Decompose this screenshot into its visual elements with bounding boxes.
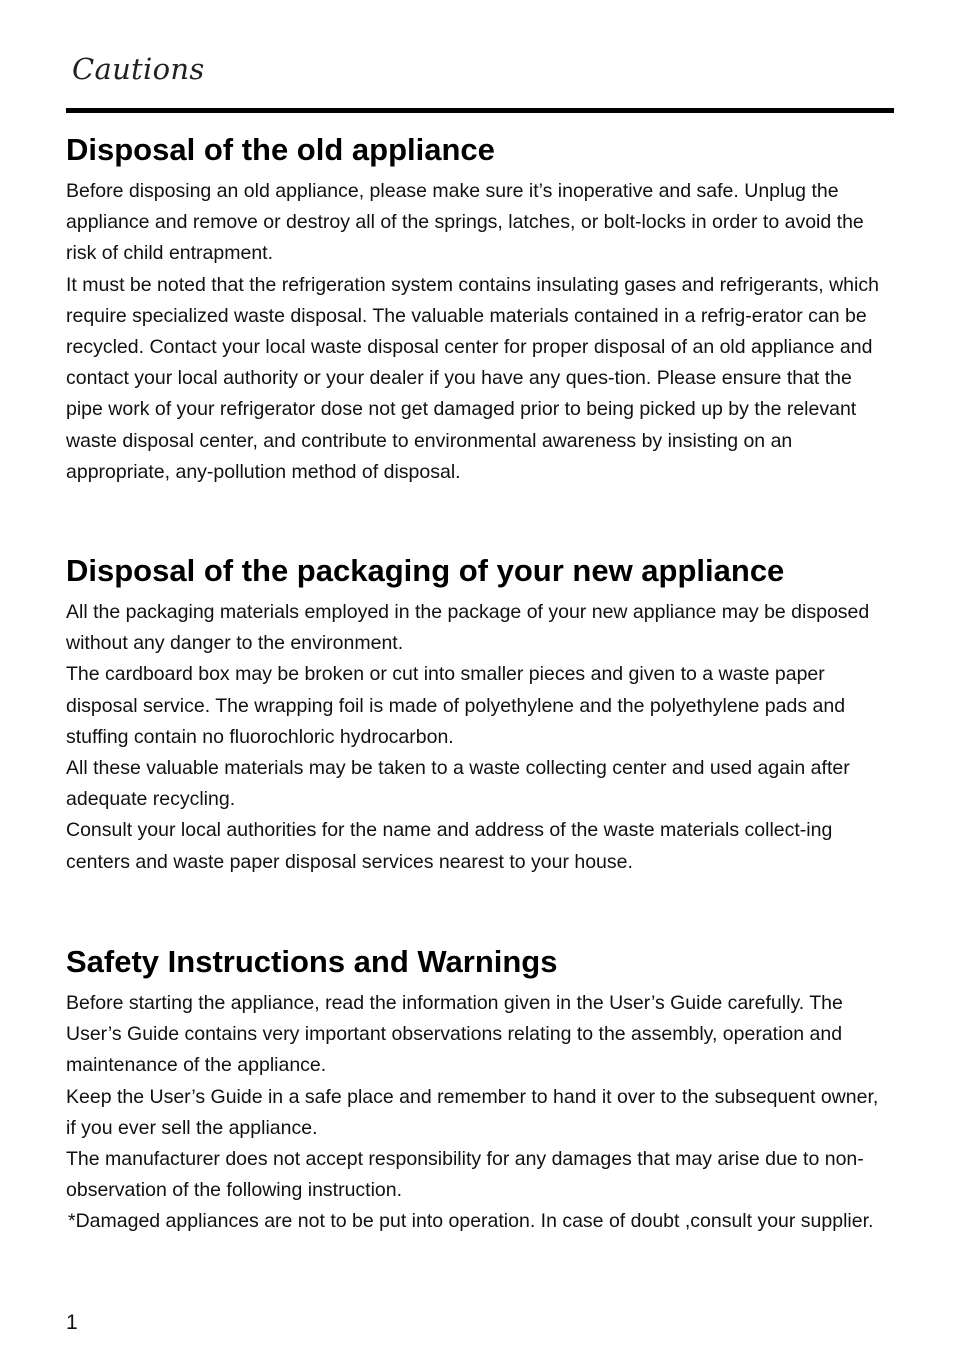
paragraph: Before starting the appliance, read the information given in the User’s Guide carefully. The User’s Guide contains very important observations relating to the assembly, operation and maintenance of the appliance. [66,992,843,1077]
paragraph: Keep the User’s Guide in a safe place and remember to hand it over to the subsequent owner, if you ever sell the appliance. [66,1085,879,1139]
paragraph: All the packaging materials employed in the package of your new appliance may be disposed without any danger to the environment. [66,601,870,655]
paragraph: Before disposing an old appliance, please make sure it’s inoperative and safe. Unplug the appliance and remove or destroy all of the springs, latches, or bolt-locks in order to avoid the risk of child entrapment. [66,180,864,265]
section-heading: Disposal of the packaging of your new appliance [66,553,785,588]
section-safety-instructions [66,942,892,1238]
paragraph: All these valuable materials may be taken to a waste collecting center and used again after adequate recycling. [66,757,850,811]
paragraph: Consult your local authorities for the name and address of the waste materials collect-ing centers and waste paper disposal services nearest to your house. [66,819,833,873]
paragraph: The cardboard box may be broken or cut into smaller pieces and given to a waste paper disposal service. The wrapping foil is made of polyethylene and the polyethylene pads and stuffing contain no fluorochloric hydrocarbon. [66,663,846,748]
header-divider [66,108,894,113]
page-header-title: Cautions [72,52,205,86]
section-heading: Safety Instructions and Warnings [66,944,558,979]
section-packaging-disposal [66,551,892,878]
paragraph: It must be noted that the refrigeration system contains insulating gases and refrigerants, which require specialized waste disposal. The valuable materials contained in a refrig-erator can be recycled. Contact your local waste disposal center for proper disposal of an old appliance and contact your local authority or your dealer if you have any ques-tion. Please ensure that the pipe work of your refrigerator dose not get damaged prior to being picked up by the relevant waste disposal center, and contribute to environmental awareness by insisting on an appropriate, any-pollution method of disposal. [66,273,879,483]
bullet-item: *Damaged appliances are not to be put into operation. In case of doubt ,consult your supplier. [68,1210,874,1233]
section-old-appliance-disposal [66,130,892,488]
page-number: 1 [66,1311,78,1334]
paragraph: The manufacturer does not accept responsibility for any damages that may arise due to non-observation of the following instruction. [66,1148,864,1202]
section-heading: Disposal of the old appliance [66,132,495,167]
